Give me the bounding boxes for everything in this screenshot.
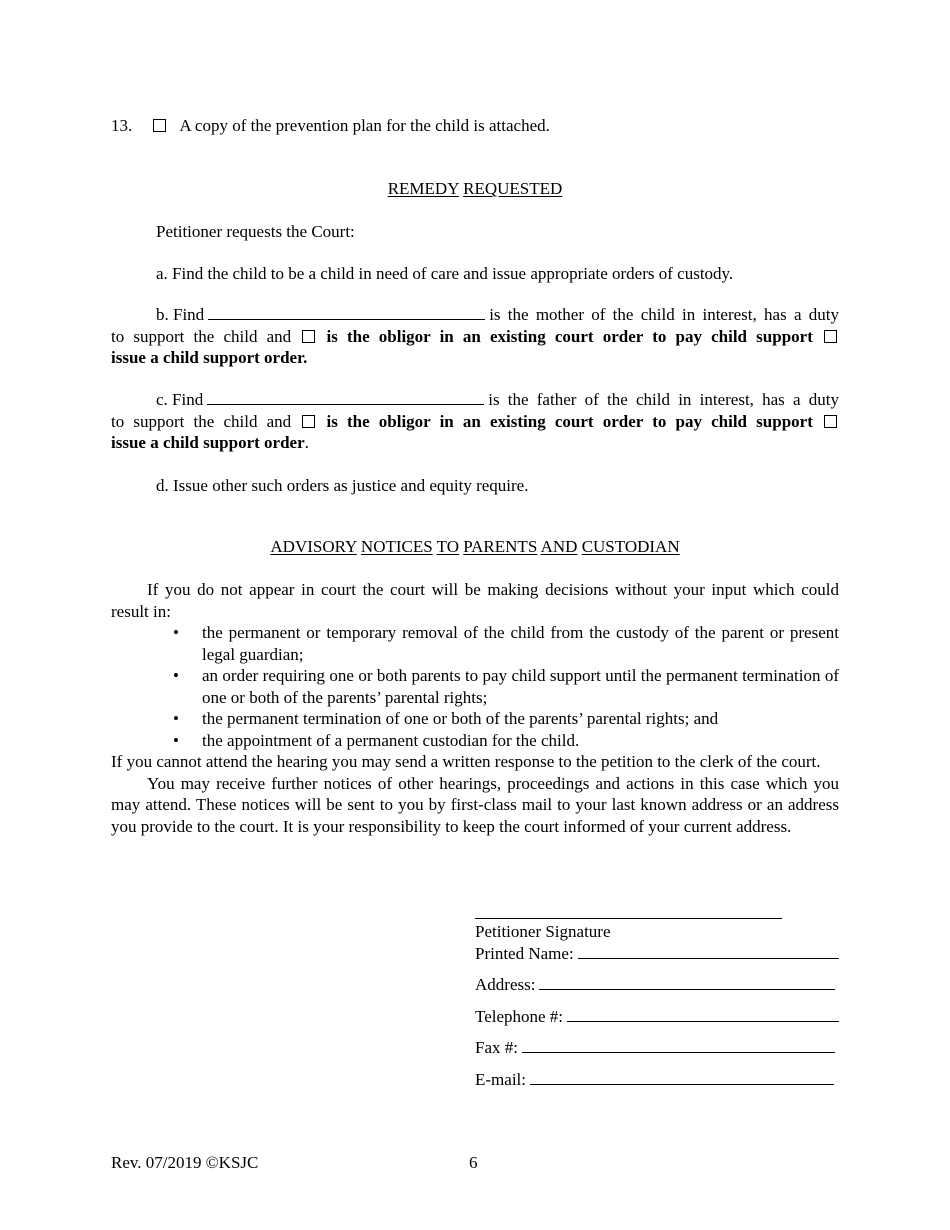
remedy-item-b: [111, 304, 839, 369]
advisory-intro: If you do not appear in court the court will be making decisions without your input which could result in:: [111, 580, 839, 621]
list-item: [111, 730, 839, 752]
signature-block: [475, 900, 839, 1090]
remedy-item-d: d. Issue other such orders as justice and equity require.: [156, 476, 529, 495]
remedy-c-line2: to support the child and: [111, 411, 292, 431]
page-number: 6: [469, 1153, 478, 1172]
advisory-heading-word: ADVISORY: [270, 537, 357, 556]
signature-label: Petitioner Signature: [475, 922, 611, 941]
advisory-heading-word: CUSTODIAN: [581, 537, 680, 556]
remedy-c-issue-order: issue a child support order: [111, 433, 305, 452]
advisory-heading-word: NOTICES: [360, 537, 433, 556]
remedy-item-c: [111, 389, 839, 454]
bullet: •: [173, 666, 179, 685]
remedy-b-prefix: b. Find: [156, 305, 205, 324]
email-field[interactable]: [530, 1069, 834, 1085]
father-name-blank[interactable]: [207, 389, 484, 405]
consequence-list: [111, 622, 839, 751]
address-field[interactable]: [539, 974, 835, 990]
remedy-item-a: a. Find the child to be a child in need of care and issue appropriate orders of custody.: [156, 264, 734, 283]
father-issue-order-checkbox[interactable]: [824, 415, 837, 428]
cannot-attend-text: If you cannot attend the hearing you may send a written response to the petition to the clerk of the court.: [111, 752, 821, 771]
remedy-b-existing-order: is the obligor in an existing court order to pay child support: [326, 326, 813, 346]
telephone-field[interactable]: [567, 1006, 839, 1022]
fax-field[interactable]: [522, 1037, 835, 1053]
remedy-c-existing-order: is the obligor in an existing court order to pay child support: [326, 411, 813, 431]
mother-name-blank[interactable]: [208, 304, 485, 320]
remedy-b-suffix: is the mother of the child in interest, has a duty: [489, 305, 839, 324]
further-notices-text: You may receive further notices of other hearings, proceedings and actions in this case which you may attend. These notices will be sent to you by first-class mail to your last known address or an address you provide to the court. It is your responsibility to keep the court informed of your current address.: [111, 773, 839, 836]
printed-name-label: Printed Name:: [475, 943, 574, 963]
list-item-text: an order requiring one or both parents to pay child support until the permanent termination of one or both of the parents’ parental rights;: [202, 666, 839, 707]
list-item-text: the permanent or temporary removal of the child from the custody of the parent or present legal guardian;: [202, 623, 839, 664]
list-item: [111, 708, 839, 730]
bullet: •: [173, 623, 179, 642]
mother-issue-order-checkbox[interactable]: [824, 330, 837, 343]
bullet: •: [173, 730, 179, 750]
remedy-heading-word: REQUESTED: [463, 179, 563, 198]
printed-name-row: [475, 943, 839, 965]
email-label: E-mail:: [475, 1069, 526, 1089]
item-13-number: 13.: [111, 116, 133, 135]
address-row: [475, 974, 835, 996]
telephone-label: Telephone #:: [475, 1006, 564, 1026]
remedy-heading-word: REMEDY: [387, 179, 459, 198]
father-existing-order-checkbox[interactable]: [302, 415, 315, 428]
signature-line[interactable]: [475, 900, 782, 919]
advisory-heading-word: TO: [436, 537, 460, 556]
revision-footer: Rev. 07/2019 ©KSJC: [111, 1153, 259, 1172]
item-13-text: A copy of the prevention plan for the child is attached.: [179, 116, 550, 135]
remedy-c-prefix: c. Find: [156, 390, 204, 409]
remedy-intro: Petitioner requests the Court:: [156, 222, 355, 241]
item-13: [111, 115, 550, 137]
list-item-text: the permanent termination of one or both of the parents’ parental rights; and: [202, 709, 719, 728]
email-row: [475, 1069, 834, 1091]
prevention-plan-checkbox[interactable]: [153, 119, 166, 132]
list-item-text: the appointment of a permanent custodian for the child.: [202, 730, 580, 750]
advisory-heading-word: AND: [540, 537, 578, 556]
advisory-heading: [111, 536, 839, 558]
remedy-b-issue-order: issue a child support order.: [111, 348, 308, 367]
remedy-c-end: .: [304, 433, 309, 452]
remedy-heading: [111, 178, 839, 200]
bullet: •: [173, 709, 179, 728]
printed-name-field[interactable]: [578, 943, 839, 959]
remedy-b-line2: to support the child and: [111, 326, 292, 346]
mother-existing-order-checkbox[interactable]: [302, 330, 315, 343]
list-item: [111, 622, 839, 665]
fax-row: [475, 1037, 835, 1059]
list-item: [111, 665, 839, 708]
remedy-c-suffix: is the father of the child in interest, has a duty: [488, 390, 839, 409]
telephone-row: [475, 1006, 839, 1028]
address-label: Address:: [475, 975, 536, 994]
advisory-heading-word: PARENTS: [463, 537, 538, 556]
fax-label: Fax #:: [475, 1038, 518, 1057]
advisory-body: [111, 579, 839, 837]
